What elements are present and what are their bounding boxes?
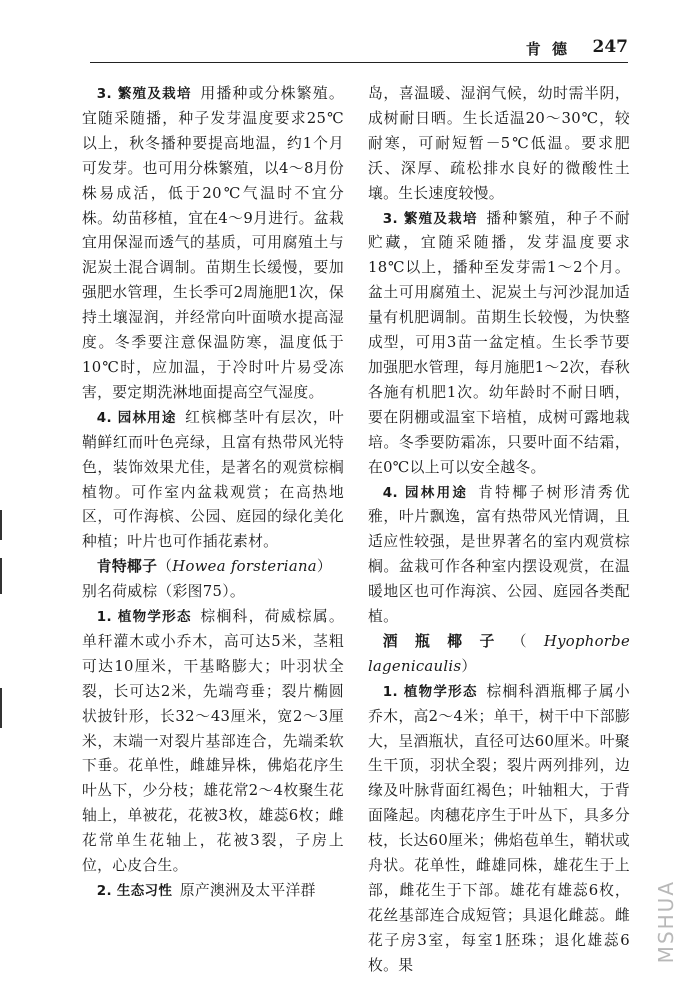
section-paragraph — [368, 680, 630, 979]
plant-name: 酒瓶椰子 — [382, 632, 512, 650]
section-heading: 2. 生态习性 — [96, 883, 173, 899]
spacer — [172, 882, 180, 899]
section-body: 原产澳洲及太平洋群 — [179, 882, 316, 899]
plant-name: 肯特椰子 — [96, 558, 158, 576]
section-body: 肯特椰子树形清秀优雅，叶片飘逸，富有热带风光情调，且适应性较强，是世界著名的室内观赏棕榈。盆栽可作各种室内摆设观赏，在温暖地区也可作海滨、公园、庭园各类配植。 — [368, 483, 631, 626]
section-body: 棕榈科，荷威棕属。单秆灌木或小乔木，高可达5米，茎粗可达10厘米，干基略膨大；叶羽状全裂，长可达2米，先端弯垂；裂片椭圆状披针形，长32～43厘米，宽2～3厘米，末端一对裂片基部连合，先端柔软下垂。花单性，雌雄异株，佛焰花序生叶丛下，少分枝；雄花常2～4枚聚生花轴上，单被花，花被3枚，雄蕊6枚；雌花常单生花轴上，花被3裂，子房上位，心皮合生。 — [82, 608, 344, 875]
section-paragraph — [368, 481, 630, 630]
watermark: MSHUA — [654, 880, 678, 964]
latin-name: Howea forsteriana — [172, 558, 317, 576]
section-heading: 4. 园林用途 — [382, 484, 469, 501]
plant-paragraph — [368, 630, 630, 680]
section-heading: 1. 植物学形态 — [96, 609, 192, 626]
paren-open: （ — [511, 632, 544, 650]
right-column — [368, 82, 630, 979]
section-heading: 4. 园林用途 — [96, 409, 177, 426]
page-header — [90, 38, 628, 64]
section-body: 棕榈科酒瓶椰子属小乔木，高2～4米；单干，树干中下部膨大，呈酒瓶状，直径可达60厘米。叶聚生干顶，羽状全裂；裂片两列排列，边缘及叶脉背面红褐色；叶轴粗大，于背面隆起。肉穗花序生于叶丛下，具多分枝，长达60厘米；佛焰苞单生，鞘状或舟状。花单性，雌雄同株，雄花生于上部，雌花生于下部。雄花有雄蕊6枚，花丝基部连合成短管；具退化雌蕊。雌花子房3室，每室1胚珠；退化雄蕊6枚。果 — [368, 682, 630, 974]
section-body: 红槟榔茎叶有层次，叶鞘鲜红而叶色亮绿，且富有热带风光特色，装饰效果尤佳，是著名的观赏棕榈植物。可作室内盆栽观赏；在高热地区，可作海槟、公园、庭园的绿化美化种植；叶片也可作插花素材。 — [82, 408, 344, 551]
section-paragraph — [82, 879, 344, 904]
paren-close: ） — [461, 657, 477, 675]
section-body: 播种繁殖，种子不耐贮藏，宜随采随播，发芽温度要求18℃以上，播种至发芽需1～2个月。盆土可用腐殖土、泥炭土与河沙混加适量有机肥调制。苗期生长较慢，为快整成型，可用3苗一盆定植。生长季节要加强肥水管理，每月施肥1～2次，春秋各施有机肥1次。幼年龄时不耐日晒，要在阴棚或温室下培植，成树可露地栽培。冬季要防霜冻，只要叶面不结霜，在0℃以上可以安全越冬。 — [368, 209, 630, 476]
header-rule — [90, 62, 628, 63]
section-paragraph — [368, 207, 630, 481]
spacer — [468, 484, 476, 501]
section-heading: 3. 繁殖及栽培 — [96, 86, 192, 102]
plant-paragraph — [82, 555, 344, 580]
section-paragraph — [82, 406, 344, 555]
section-paragraph — [82, 605, 344, 879]
alias-paragraph: 别名荷威棕（彩图75）。 — [82, 583, 245, 601]
left-column — [82, 82, 344, 904]
latin-name: Hyophorbe lagenicaulis — [368, 632, 631, 675]
section-paragraph — [82, 82, 344, 406]
section-heading: 1. 植物学形态 — [382, 683, 478, 700]
page-number: 247 — [592, 37, 628, 57]
section-body: 用播种或分株繁殖。宜随采随播，种子发芽温度要求25℃以上，秋冬播种要提高地温，约1个月可发芽。也可用分株繁殖，以4～8月份株易成活，低于20℃气温时不宜分株。幼苗移植，宜在4～9月进行。盆栽宜用保湿而透气的基质，可用腐殖土与泥炭土混合调制。苗期生长缓慢，要加强肥水管理，生长季可2周施肥1次，保持土壤湿润，并经常向叶面喷水提高湿度。冬季要注意保温防寒，温度低于10℃时，应加温，于冷时叶片易受冻害，要定期洗淋地面提高空气湿度。 — [82, 85, 344, 401]
running-title: 肯 德 — [525, 40, 570, 58]
section-heading: 3. 繁殖及栽培 — [382, 210, 478, 227]
paren-open: （ — [157, 558, 173, 576]
margin-mark — [0, 558, 2, 594]
para-paragraph: 岛，喜温暖、湿润气候，幼时需半阴，成树耐日晒。生长适温20～30℃，较耐寒，可耐短暂－5℃低温。要求肥沃、深厚、疏松排水良好的微酸性土壤。生长速度较慢。 — [368, 85, 630, 202]
paren-close: ） — [316, 558, 332, 576]
margin-mark — [0, 688, 2, 728]
margin-mark — [0, 510, 2, 540]
